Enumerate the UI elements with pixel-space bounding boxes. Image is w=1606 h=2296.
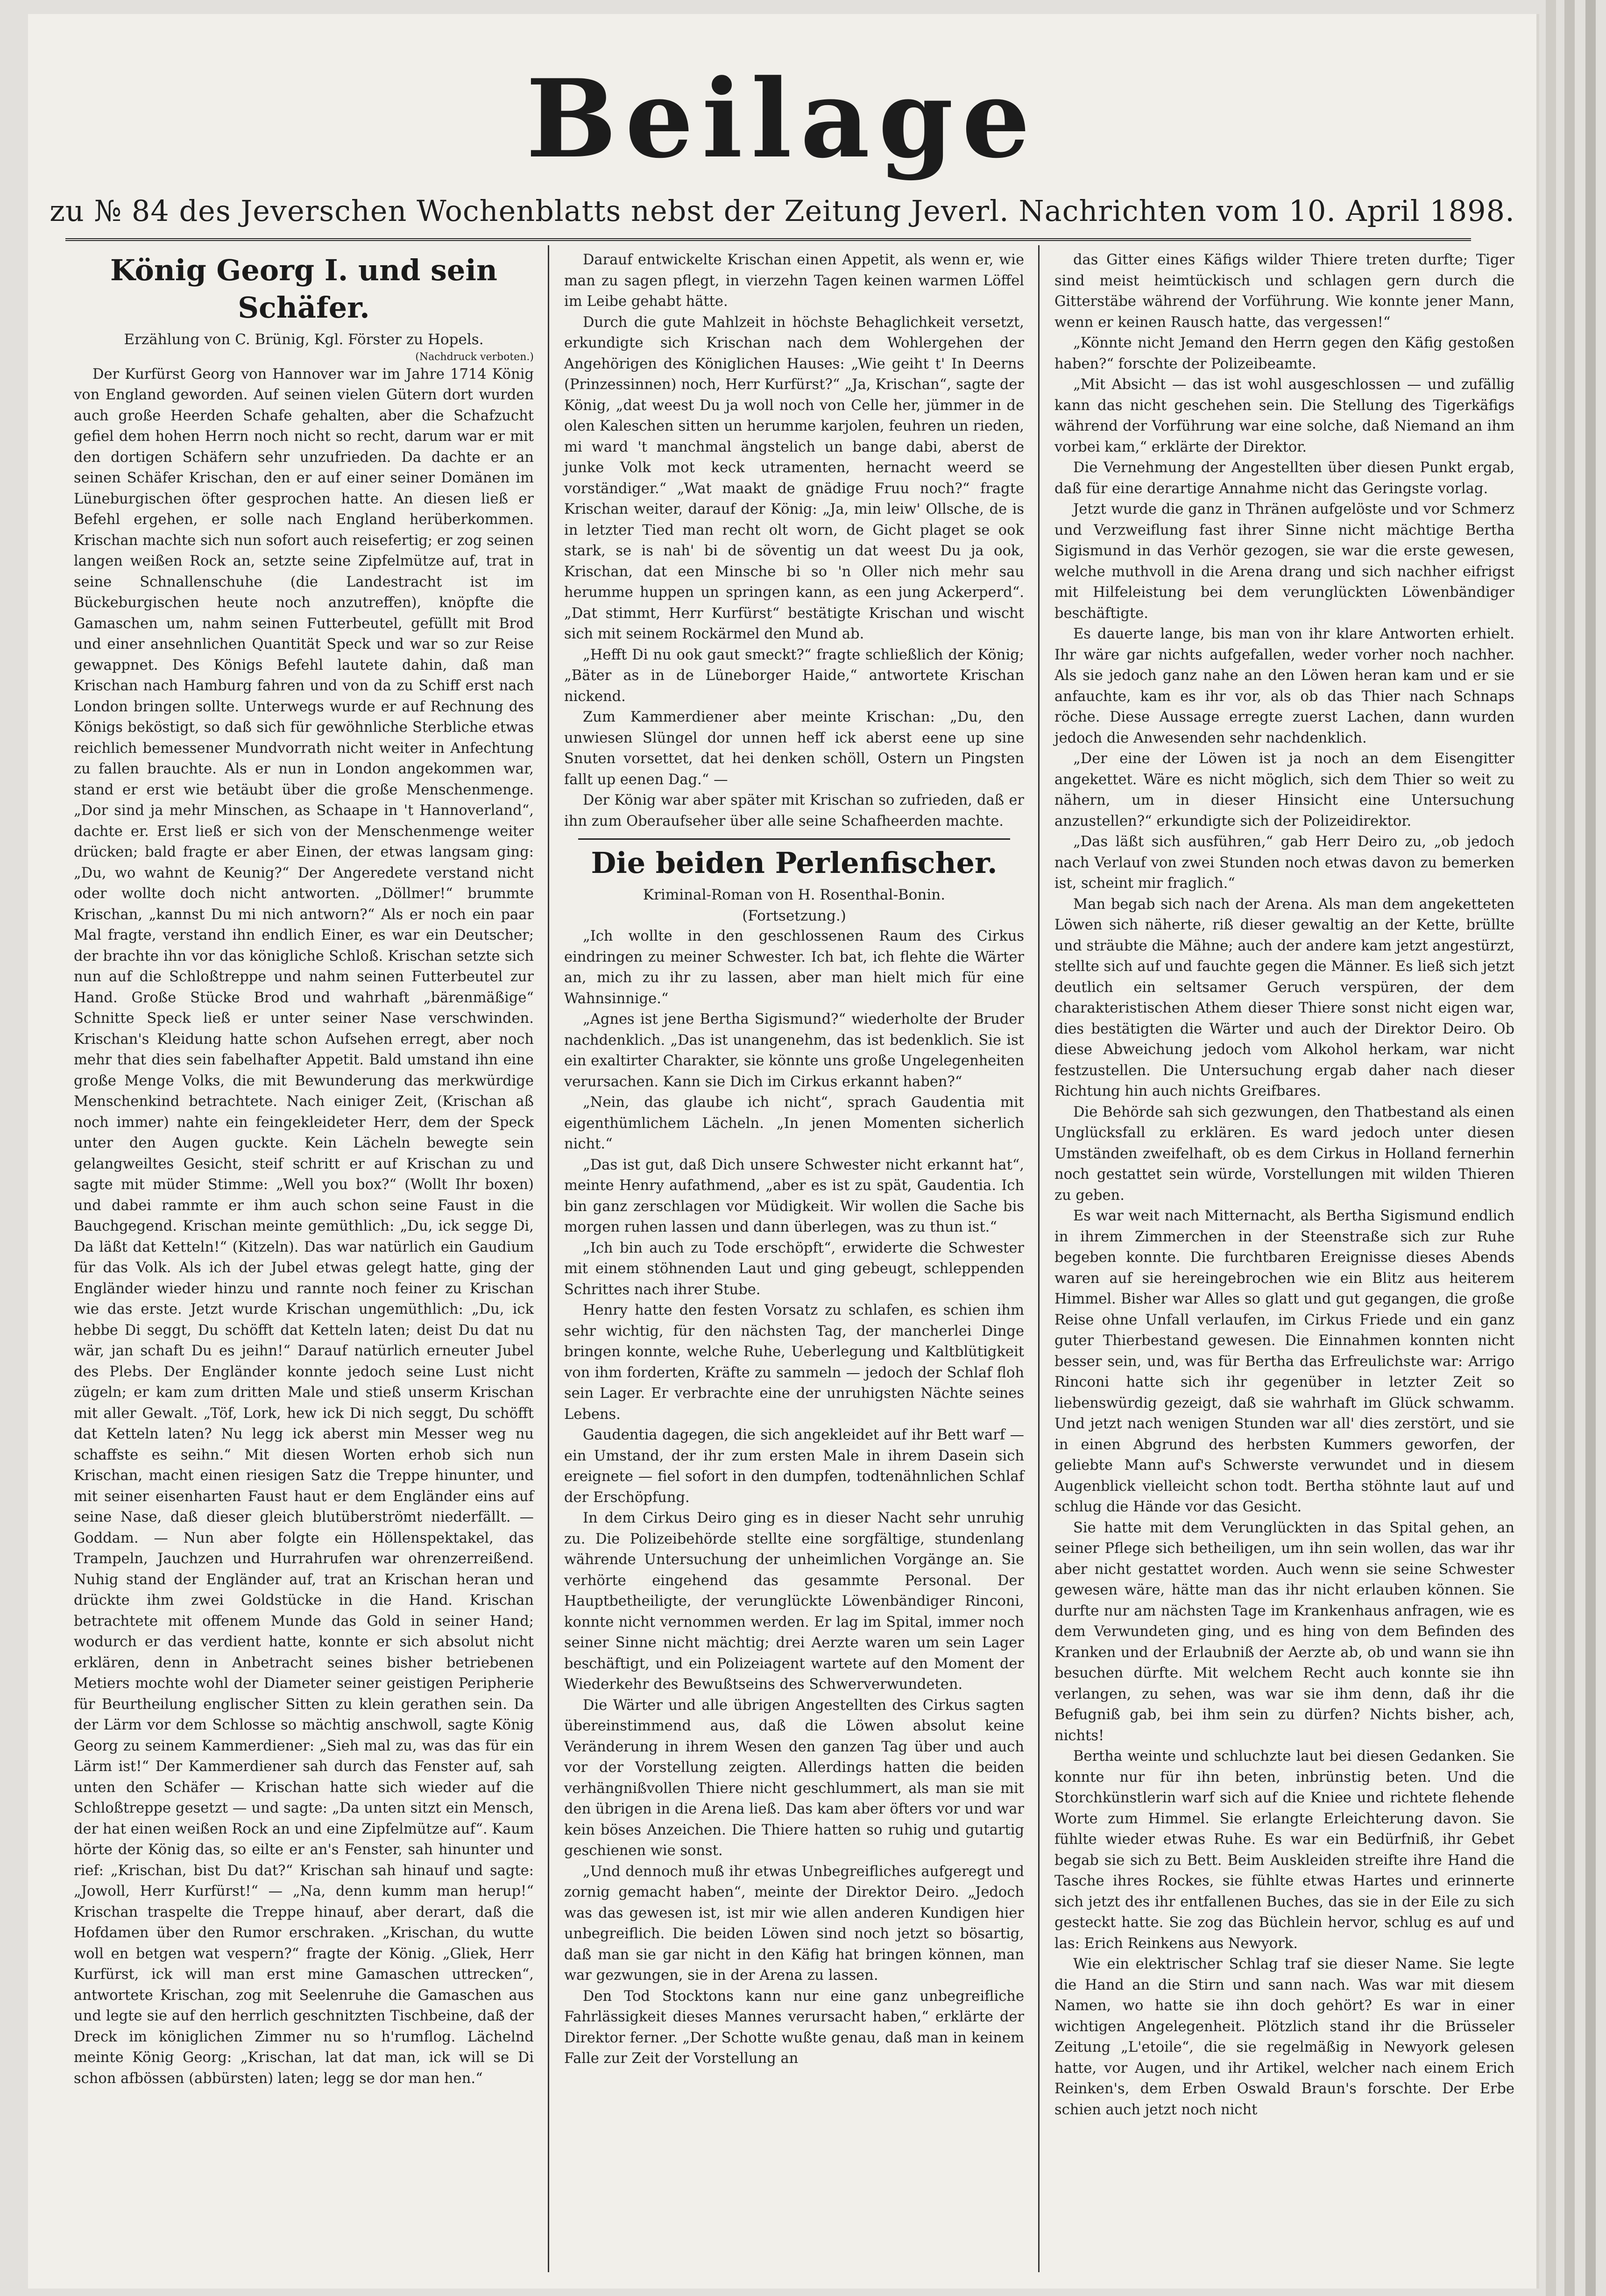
paragraph: Die Behörde sah sich gezwungen, den Thatbestand als einen Unglücksfall zu erklären. Es ward jedoch unter diesen Umständen zweifelhaft, ob es dem Cirkus in Holland fernerhin noch gestattet sein würde, Vorstellungen mit wilden Thieren zu geben. xyxy=(1054,1104,1514,1204)
paragraph: In dem Cirkus Deiro ging es in dieser Nacht sehr unruhig zu. Die Polizeibehörde stellte eine sorgfältige, stundenlang währende Untersuchung der unheimlichen Vorgänge an. Sie verhörte eingehend das gesammte Personal. Der Hauptbetheiligte, der verunglückte Löwenbändiger Rinconi, konnte nicht vernommen werden. Er lag im Spital, immer noch seiner Sinne nicht mächtig; drei Aerzte waren um sein Lager beschäftigt, und ein Polizeiagent wartete auf den Moment der Wiederkehr des Bewußtseins des Schwerverwundeten. xyxy=(564,1510,1024,1693)
paragraph: Die Wärter und alle übrigen Angestellten des Cirkus sagten übereinstimmend aus, daß die Löwen absolut keine Veränderung in ihrem Wesen den ganzen Tag über und auch vor der Vorstellung zeigten. Allerdings hatten die beiden verhängnißvollen Thiere nicht geschlummert, als man sie mit den übrigen in die Arena ließ. Das kam aber öfters vor und war kein böses Anzeichen. Die Thiere hatten so ruhig und gutartig geschienen wie sonst. xyxy=(564,1697,1024,1859)
paragraph: Die Vernehmung der Angestellten über diesen Punkt ergab, daß für eine derartige Annahme nicht das Geringste vorlag. xyxy=(1054,460,1514,497)
paragraph: „Mit Absicht — das ist wohl ausgeschlossen — und zufällig kann das nicht geschehen sein. Die Stellung des Tigerkäfigs während der Vorführung war eine solche, daß Niemand an ihm vorbei kam,“ erklärte der Direktor. xyxy=(1054,376,1514,455)
paragraph: Man begab sich nach der Arena. Als man dem angeketteten Löwen sich näherte, riß dieser gewaltig an der Kette, brüllte und sträubte die Mähne; auch der andere kam jetzt angestürzt, stellte sich auf und fauchte gegen die Männer. Es ließ sich jetzt deutlich ein seltsamer Geruch verspüren, der dem charakteristischen Athem dieser Thiere sonst nicht eigen war, dies bestätigten die Wärter und auch der Direktor Deiro. Ob diese Abweichung jedoch vom Alkohol herkam, war nicht festzustellen. Die Untersuchung ergab daher nach dieser Richtung hin auch nichts Greifbares. xyxy=(1054,896,1514,1099)
story-headline: König Georg I. und sein Schäfer. xyxy=(110,253,498,325)
story-body xyxy=(74,364,534,2090)
paragraph: Sie hatte mit dem Verunglückten in das Spital gehen, an seiner Pflege sich betheiligen, um ihn sein wollen, das war ihr aber nicht gestattet worden. Auch wenn sie seine Schwester gewesen wäre, hätte man das ihr nicht erlauben können. Sie durfte nur am nächsten Tage im Krankenhaus anfragen, wie es dem Verwundeten ging, und es hing von dem Befinden des Kranken und der Erlaubniß der Aerzte ab, ob und wann sie ihn besuchen dürfte. Mit welchem Recht auch konnte sie ihn verlangen, zu sehen, was war sie ihm denn, daß ihr die Befugniß gab, bei ihm sein zu dürfen? Nichts bisher, ach, nichts! xyxy=(1054,1519,1514,1744)
paragraph: Bertha weinte und schluchzte laut bei diesen Gedanken. Sie konnte nur für ihn beten, inbrünstig beten. Und die Storchkünstlerin warf sich auf die Kniee und richtete flehende Worte zum Himmel. Sie erlangte Erleichterung davon. Sie fühlte wieder etwas Ruhe. Es war ein Bedürfniß, ihr Gebet begab sie sich zu Bett. Beim Auskleiden streifte ihre Hand die Tasche ihres Rockes, sie fühlte etwas Hartes und erinnerte sich jetzt des ihr entfallenen Buches, das sie in der Eile zu sich gesteckt hatte. Sie zog das Büchlein hervor, schlug es auf und las: Erich Reinkens aus Newyork. xyxy=(1054,1748,1514,1952)
paragraph: „Nein, das glaube ich nicht“, sprach Gaudentia mit eigenthümlichem Lächeln. „In jenen Momenten sicherlich nicht.“ xyxy=(564,1094,1024,1152)
paragraph: „Agnes ist jene Bertha Sigismund?“ wiederholte der Bruder nachdenklich. „Das ist unangenehm, das ist bedenklich. Sie ist ein exaltirter Charakter, sie könnte uns große Ungelegenheiten verursachen. Kann sie Dich im Cirkus erkannt haben?“ xyxy=(564,1011,1024,1090)
story-byline: Kriminal-Roman von H. Rosenthal-Bonin. xyxy=(643,886,946,903)
paragraph: Wie ein elektrischer Schlag traf sie dieser Name. Sie legte die Hand an die Stirn und sann nach. Was war mit diesem Namen, wo hatte sie ihn doch gehört? Es war in einer wichtigen Angelegenheit. Plötzlich stand ihr die Brüsseler Zeitung „L'etoile“, die sie regelmäßig in Newyork gelesen hatte, vor Augen, und ihr Artikel, welcher nach einem Erich Reinken's, dem Erben Oswald Braun's forschte. Der Erbe schien auch jetzt noch nicht xyxy=(1054,1956,1514,2118)
paragraph: „Hefft Di nu ook gaut smeckt?“ fragte schließlich der König; „Bäter as in de Lüneborger Haide,“ antwortete Krischan nickend. xyxy=(564,646,1024,705)
story-body xyxy=(564,926,1024,2069)
story-body xyxy=(1054,250,1514,2120)
paragraph: „Der eine der Löwen ist ja noch an dem Eisengitter angekettet. Wäre es nicht möglich, sich dem Thier so weit zu nähern, um in dieser Hinsicht eine Untersuchung anzustellen?“ erkundigte sich der Polizeidirektor. xyxy=(1054,751,1514,829)
story-byline: Erzählung von C. Brünig, Kgl. Förster zu Hopels. xyxy=(124,331,484,348)
paragraph: Es war weit nach Mitternacht, als Bertha Sigismund endlich in ihrem Zimmerchen in der Steenstraße sich zur Ruhe begeben konnte. Die furchtbaren Ereignisse dieses Abends waren auf sie hereingebrochen wie ein Blitz aus heiterem Himmel. Bisher war Alles so glatt und gut gegangen, die große Reise ohne Unfall verlaufen, im Cirkus Friede und ein ganz guter Thierbestand gewesen. Die Einnahmen konnten nicht besser sein, und, was für Bertha das Erfreulichste war: Arrigo Rinconi hatte sich ihr gegenüber in letzter Zeit so liebenswürdig gezeigt, daß sie wahrhaft im Glück schwamm. Und jetzt nach wenigen Stunden war all' dies zerstört, und sie in einen Abgrund des herbsten Kummers geworfen, der geliebte Mann auf's Schwerste verwundet und in diesem Augenblick vielleicht schon todt. Bertha stöhnte laut auf und schlug die Hände vor das Gesicht. xyxy=(1054,1208,1514,1515)
paragraph: Jetzt wurde die ganz in Thränen aufgelöste und vor Schmerz und Verzweiflung fast ihrer Sinne nicht mächtige Bertha Sigismund in das Verhör gezogen, sie war die erste gewesen, welche muthvoll in die Arena drang und sich nachher eifrigst mit Hilfeleistung bei dem verunglückten Löwenbändiger beschäftigte. xyxy=(1054,501,1514,622)
paragraph: „Und dennoch muß ihr etwas Unbegreifliches aufgeregt und zornig gemacht haben“, meinte der Direktor Deiro. „Jedoch was das gewesen ist, ist mir wie allen anderen Kundigen hier unbegreiflich. Die beiden Löwen sind noch jetzt so bösartig, daß man sie gar nicht in den Käfig hat bringen können, man war gezwungen, sie in der Arena zu lassen. xyxy=(564,1863,1024,1984)
paragraph: „Das läßt sich ausführen,“ gab Herr Deiro zu, „ob jedoch nach Verlauf von zwei Stunden noch etwas davon zu bemerken ist, scheint mir fraglich.“ xyxy=(1054,834,1514,892)
paragraph: Es dauerte lange, bis man von ihr klare Antworten erhielt. Ihr wäre gar nichts aufgefallen, weder vorher noch nachher. Als sie jedoch ganz nahe an den Löwen heran kam und er sie anfauchte, kam es ihr vor, als ob das Thier nach Schnaps röche. Diese Aussage erregte zuerst Lachen, dann wurden jedoch die Anwesenden sehr nachdenklich. xyxy=(1054,626,1514,746)
continuation-note: (Fortsetzung.) xyxy=(742,907,846,924)
masthead-subtitle: zu № 84 des Jeverschen Wochenblatts nebst der Zeitung Jeverl. Nachrichten vom 10. April 1898. xyxy=(50,194,1515,228)
page-edge xyxy=(1564,0,1575,2296)
page-edge xyxy=(1546,0,1556,2296)
paragraph: „Ich wollte in den geschlossenen Raum des Cirkus eindringen zu meiner Schwester. Ich bat, ich flehte die Wärter an, mich zu ihr zu lassen, aber man hielt mich für eine Wahnsinnige.“ xyxy=(564,928,1024,1007)
header-rule xyxy=(65,238,1471,241)
paragraph: Henry hatte den festen Vorsatz zu schlafen, es schien ihm sehr wichtig, für den nächsten Tag, der mancherlei Dinge bringen konnte, welche Ruhe, Ueberlegung und Kaltblütigkeit von ihm forderten, Kräfte zu sammeln — jedoch der Schlaf floh sein Lager. Er verbrachte eine der unruhigsten Nächte seines Lebens. xyxy=(564,1302,1024,1423)
paragraph: Durch die gute Mahlzeit in höchste Behaglichkeit versetzt, erkundigte sich Krischan nach dem Wohlergehen der Angehörigen des Königlichen Hauses: „Wie geiht t' In Deerns (Prinzessinnen) noch, Herr Kurfürst?“ „Ja, Krischan“, sagte der König, „dat weest Du ja woll noch von Celle her, jümmer in de olen Kaleschen sitten un herumme karjolen, feuhren un rieden, mi ward 't manchmal ängstelich un bange dabi, aberst de junke Volk mot keck utramenten, hernacht weerd se vorständiger.“ „Wat maakt de gnädige Fruu noch?“ fragte Krischan weiter, darauf der König: „Ja, min leiw' Ollsche, de is in letzter Tied man recht olt worn, de Gicht plaget se ook stark, se is nah' bi de söventig un dat weest Du ja ook, Krischan, dat een Minsche bi so 'n Oller nich mehr sau herumme huppen un springen kann, as een jung Ackerperd“. „Dat stimmt, Herr Kurfürst“ bestätigte Krischan und wischt sich mit seinem Rockärmel den Mund ab. xyxy=(564,314,1024,642)
paragraph: Darauf entwickelte Krischan einen Appetit, als wenn er, wie man zu sagen pflegt, in vierzehn Tagen keinen warmen Löffel im Leibe gehabt hätte. xyxy=(564,252,1024,310)
reprint-note: (Nachdruck verboten.) xyxy=(415,351,534,363)
column-3 xyxy=(1054,250,1514,2120)
newspaper-page xyxy=(28,14,1536,2289)
column-1 xyxy=(74,250,534,2089)
paragraph: „Das ist gut, daß Dich unsere Schwester nicht erkannt hat“, meinte Henry aufathmend, „aber es ist zu spät, Gaudentia. Ich bin ganz zerschlagen vor Müdigkeit. Wir wollen die Sache bis morgen ruhen lassen und dann überlegen, was zu thun ist.“ xyxy=(564,1156,1024,1235)
masthead-title: Beilage xyxy=(526,56,1039,182)
paragraph: Der König war aber später mit Krischan so zufrieden, daß er ihn zum Oberaufseher über alle seine Schafheerden machte. xyxy=(564,792,1024,829)
column-divider xyxy=(1038,245,1040,2272)
paragraph: Den Tod Stocktons kann nur eine ganz unbegreifliche Fahrlässigkeit dieses Mannes verursacht haben,“ erklärte der Direktor ferner. „Der Schotte wußte genau, daß man in keinem Falle zur Zeit der Vorstellung an xyxy=(564,1988,1024,2067)
column-2 xyxy=(564,250,1024,2069)
page-edge xyxy=(1585,0,1596,2296)
story-headline: Die beiden Perlenfischer. xyxy=(591,846,998,880)
paragraph: Gaudentia dagegen, die sich angekleidet auf ihr Bett warf — ein Umstand, der ihr zum ersten Male in ihrem Dasein sich ereignete — fiel sofort in den dumpfen, todtenähnlichen Schlaf der Erschöpfung. xyxy=(564,1427,1024,1506)
story-separator xyxy=(578,838,1010,840)
story-body xyxy=(564,250,1024,832)
paragraph: „Könnte nicht Jemand den Herrn gegen den Käfig gestoßen haben?“ forschte der Polizeibeamte. xyxy=(1054,335,1514,372)
paragraph: das Gitter eines Käfigs wilder Thiere treten durfte; Tiger sind meist heimtückisch und schlagen gern durch die Gitterstäbe während der Vorführung. Wie konnte jener Mann, wenn er keinen Rausch hatte, das vergessen!“ xyxy=(1054,252,1514,331)
paragraph: Zum Kammerdiener aber meinte Krischan: „Du, den unwiesen Slüngel dor unnen heff ick aberst eene up sine Snuten vorsettet, dat hei denken schöll, Ostern un Pingsten fallt up eenen Dag.“ — xyxy=(564,709,1024,788)
paragraph: Der Kurfürst Georg von Hannover war im Jahre 1714 König von England geworden. Auf seinen vielen Gütern dort wurden auch große Heerden Schafe gehalten, aber die Schafzucht gefiel dem hohen Herrn noch nicht so recht, darum war er mit den dortigen Schäfern sehr unzufrieden. Da dachte er an seinen Schäfer Krischan, den er auf einer seiner Domänen im Lüneburgischen öfter gesprochen hatte. An diesen ließ er Befehl ergehen, er solle nach England herüberkommen. Krischan machte sich nun sofort auch reisefertig; er zog seinen langen weißen Rock an, setzte seine Zipfelmütze auf, trat in seine Schnallenschuhe (die Landestracht ist im Bückeburgischen heute noch anzutreffen), knöpfte die Gamaschen um, nahm seinen Futterbeutel, gefüllt mit Brod und einer ansehnlichen Quantität Speck und war so zur Reise gewappnet. Des Königs Befehl lautete dahin, daß man Krischan nach Hamburg fahren und von da zu Schiff erst nach London bringen sollte. Unterwegs wurde er auf Rechnung des Königs beköstigt, so daß sich für gewöhnliche Sterbliche etwas reichlich bemessener Mundvorrath nicht weiter in Anfechtung zu fallen brauchte. Als er nun in London angekommen war, stand er erst wie betäubt über die große Menschenmenge. „Dor sind ja mehr Minschen, as Schaape in 't Hannoverland“, dachte er. Erst ließ er sich von der Menschenmenge weiter drücken; bald fragte er aber Einen, der etwas langsam ging: „Du, wo wahnt de Keunig?“ Der Angeredete verstand nicht oder wollte doch nicht antworten. „Döllmer!“ brummte Krischan, „kannst Du mi nich antworn?“ Als er noch ein paar Mal fragte, verstand ihn endlich Einer, es war ein Deutscher; der brachte ihn vor das königliche Schloß. Krischan setzte sich nun auf die Schloßtreppe und nahm seinen Futterbeutel zur Hand. Große Stücke Brod und wahrhaft „bärenmäßige“ Schnitte Speck ließ er unter seiner Nase verschwinden. Krischan's Kleidung hatte schon Aufsehen erregt, aber noch mehr that dies sein fabelhafter Appetit. Bald umstand ihn eine große Menge Volks, die mit Bewunderung das merkwürdige Menschenkind betrachtete. Nach einiger Zeit, (Krischan aß noch immer) nahte ein feingekleideter Herr, dem der Speck unter den Augen guckte. Kein Lächeln bewegte sein gelangweiltes Gesicht, steif schritt er auf Krischan zu und sagte mit müder Stimme: „Well you box?“ (Wollt Ihr boxen) und dabei rammte er ihm auch schon seine Faust in die Bauchgegend. Krischan meinte gemüthlich: „Du, ick segge Di, Da läßt dat Ketteln!“ (Kitzeln). Das war natürlich ein Gaudium für das Volk. Als ich der Jubel etwas gelegt hatte, ging der Engländer wieder hinzu und rannte noch feiner zu Krischan wie das erste. Jetzt wurde Krischan ungemüthlich: „Du, ick hebbe Di seggt, Du schöfft dat Ketteln laten; deist Du dat nu wär, jan schaft Du es jeihn!“ Darauf natürlich erneuter Jubel des Plebs. Der Engländer konnte jedoch seine Lust nicht zügeln; er kam zum dritten Male und stieß unserm Krischan mit aller Gewalt. „Töf, Lork, hew ick Di nich seggt, Du schöfft dat Ketteln laten? Nu legg ick aberst min Messer weg nu schaffste es seihn.“ Mit diesen Worten erhob sich nun Krischan, macht einen riesigen Satz die Treppe hinunter, und mit seiner eisenharten Faust haut er dem Engländer eins auf seine Nase, daß dieser gleich blutüberströmt niederfällt. — Goddam. — Nun aber folgte ein Höllenspektakel, das Trampeln, Jauchzen und Hurrahrufen war ohrenzerreißend. Nuhig stand der Engländer auf, trat an Krischan heran und drückte ihm zwei Goldstücke in die Hand. Krischan betrachtete mit offenem Munde das Gold in seiner Hand; wodurch er das verdient hatte, konnte er sich absolut nicht erklären, denn in Anbetracht seines bisher betriebenen Metiers mochte wohl der Diameter seiner geistigen Peripherie für Beurtheilung englischer Sitten zu klein gerathen sein. Da der Lärm vor dem Schlosse so mächtig anschwoll, sagte König Georg zu seinem Kammerdiener: „Sieh mal zu, was das für ein Lärm ist!“ Der Kammerdiener sah durch das Fenster auf, sah unten den Schäfer — Krischan hatte sich wieder auf die Schloßtreppe gesetzt — und sagte: „Da unten sitzt ein Mensch, der hat einen weißen Rock an und eine Zipfelmütze auf“. Kaum hörte der König das, so eilte er an's Fenster, sah hinunter und rief: „Krischan, bist Du dat?“ Krischan sah hinauf und sagte: „Jowoll, Herr Kurfürst!“ — „Na, denn kumm man herup!“ Krischan traspelte die Treppe hinauf, aber derart, daß die Hofdamen über den Rumor erschraken. „Krischan, du wutte woll en betgen wat vespern?“ fragte der König. „Gliek, Herr Kurfürst, ick will man erst mine Gamaschen uttrecken“, antwortete Krischan, zog mit Seelenruhe die Gamaschen aus und legte sie auf den herrlich geschnitzten Tischbeine, daß der Dreck im königlichen Zimmer nu so h'rumflog. Lächelnd meinte König Georg: „Krischan, lat dat man, ick will se Di schon afbössen (abbürsten) laten; legg se dor man hen.“ xyxy=(74,366,534,2087)
paragraph: „Ich bin auch zu Tode erschöpft“, erwiderte die Schwester mit einem stöhnenden Laut und ging gebeugt, schleppenden Schrittes nach ihrer Stube. xyxy=(564,1240,1024,1298)
column-divider xyxy=(548,245,549,2272)
